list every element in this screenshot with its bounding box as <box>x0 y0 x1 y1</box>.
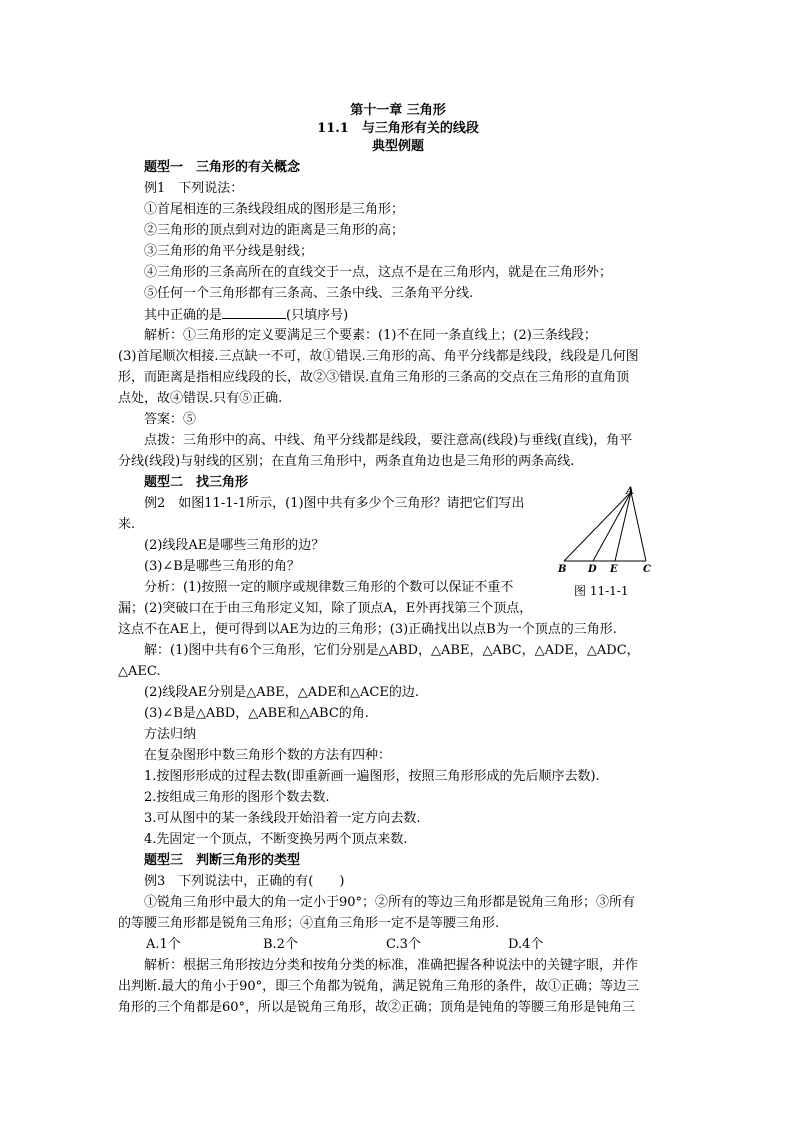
statement-1: ①首尾相连的三条线段组成的图形是三角形； <box>144 202 405 217</box>
tip-line: 分线(线段)与射线的区别；在直角三角形中，两条直角边也是三角形的两条高线. <box>118 454 575 469</box>
choice-b: B.2个 <box>263 937 298 952</box>
chapter-title: 第十一章 三角形 <box>350 103 446 118</box>
subsection-title: 典型例题 <box>371 139 424 154</box>
analysis-line: 解析：根据三角形按边分类和按角分类的标准，准确把握各种说法中的关键字眼，并作 <box>144 958 639 973</box>
solution-line: (2)线段AE分别是△ABE，△ADE和△ACE的边. <box>144 685 419 700</box>
analysis-line: 形，而距离是指相应线段的长，故②③错误.直角三角形的三条高的交点在三角形的直角顶 <box>118 370 630 385</box>
section-title: 11.1 与三角形有关的线段 <box>317 121 479 136</box>
label-e: E <box>610 564 618 575</box>
label-a: A <box>626 486 634 497</box>
analysis-line: 分析：(1)按照一定的顺序或规律数三角形的个数可以保证不重不 <box>144 580 514 595</box>
tip-line: 点拨：三角形中的高、中线、角平分线都是线段，要注意高(线段)与垂线(直线)，角平 <box>144 433 633 448</box>
example-2-q2: (2)线段AE是哪些三角形的边？ <box>144 538 325 553</box>
analysis-line: 这点不在AE上，便可得到以AE为边的三角形；(3)正确找出以点B为一个顶点的三角形. <box>118 622 617 637</box>
segment-ab <box>564 492 631 561</box>
label-d: D <box>588 564 597 575</box>
answer-line: 答案：⑤ <box>144 412 197 427</box>
segment-ad <box>593 492 631 561</box>
method-line: 在复杂图形中数三角形个数的方法有四种： <box>144 748 392 763</box>
question-text: 其中正确的是 <box>144 308 223 323</box>
example-2-line: 例2 如图11-1-1所示，(1)图中共有多少个三角形？请把它们写出 <box>144 496 525 511</box>
analysis-line: 点处，故④错误.只有⑤正确. <box>118 391 283 406</box>
statement-2: ②三角形的顶点到对边的距离是三角形的高； <box>144 223 405 238</box>
choice-d: D.4个 <box>508 937 544 952</box>
solution-line: 解：(1)图中共有6个三角形，它们分别是△ABD，△ABE，△ABC，△ADE，△ADC， <box>144 643 640 658</box>
heading-type-1: 题型一 三角形的有关概念 <box>144 160 301 175</box>
heading-type-2: 题型二 找三角形 <box>144 475 249 490</box>
answer-blank <box>222 306 286 319</box>
analysis-line: (3)首尾顺次相接.三点缺一不可，故①错误.三角形的高、角平分线都是线段，线段是几何图 <box>118 349 639 364</box>
segment-ae <box>615 492 631 561</box>
example-2-q3: (3)∠B是哪些三角形的角？ <box>144 559 300 574</box>
question-line <box>144 306 348 324</box>
method-line: 2.按组成三角形的图形个数去数. <box>144 790 330 805</box>
segment-ac <box>631 492 646 561</box>
analysis-line: 出判断.最大的角小于90°，即三个角都为锐角，满足锐角三角形的条件，故①正确；等边三 <box>118 979 640 994</box>
label-b: B <box>558 564 567 575</box>
analysis-line: 漏；(2)突破口在于由三角形定义知，除了顶点A，E外再找第三个顶点， <box>118 601 533 616</box>
example-3-line: 的等腰三角形都是锐角三角形；④直角三角形一定不是等腰三角形. <box>118 916 500 931</box>
statement-5: ⑤任何一个三角形都有三条高、三条中线、三条角平分线. <box>144 286 474 301</box>
example-1-label: 例1 下列说法： <box>144 181 244 196</box>
figure-caption: 图 11-1-1 <box>574 584 629 598</box>
label-c: C <box>643 564 651 575</box>
method-line: 3.可从图中的某一条线段开始沿着一定方向去数. <box>144 811 421 826</box>
analysis-line: 角形的三个角都是60°，所以是锐角三角形，故②正确；顶角是钝角的等腰三角形是钝角三 <box>118 1000 636 1015</box>
method-heading: 方法归纳 <box>144 727 197 742</box>
example-2-line: 来. <box>118 517 136 532</box>
question-hint: (只填序号) <box>286 308 349 323</box>
triangle-figure <box>558 486 668 576</box>
heading-type-3: 题型三 判断三角形的类型 <box>144 853 301 868</box>
method-line: 4.先固定一个顶点，不断变换另两个顶点来数. <box>144 832 408 847</box>
statement-3: ③三角形的角平分线是射线； <box>144 244 314 259</box>
analysis-line: 解析：①三角形的定义要满足三个要素：(1)不在同一条直线上；(2)三条线段； <box>144 328 597 343</box>
solution-line: (3)∠B是△ABD，△ABE和△ABC的角. <box>144 706 369 721</box>
example-3-line: ①锐角三角形中最大的角一定小于90°；②所有的等边三角形都是锐角三角形；③所有 <box>144 895 636 910</box>
choice-a: A.1个 <box>146 937 181 952</box>
example-3-line: 例3 下列说法中，正确的有( ) <box>144 874 345 889</box>
statement-4: ④三角形的三条高所在的直线交于一点，这点不是在三角形内，就是在三角形外； <box>144 265 613 280</box>
choice-c: C.3个 <box>386 937 421 952</box>
solution-line: △AEC. <box>118 664 161 679</box>
method-line: 1.按图形形成的过程去数(即重新画一遍图形，按照三角形形成的先后顺序去数). <box>144 769 600 784</box>
